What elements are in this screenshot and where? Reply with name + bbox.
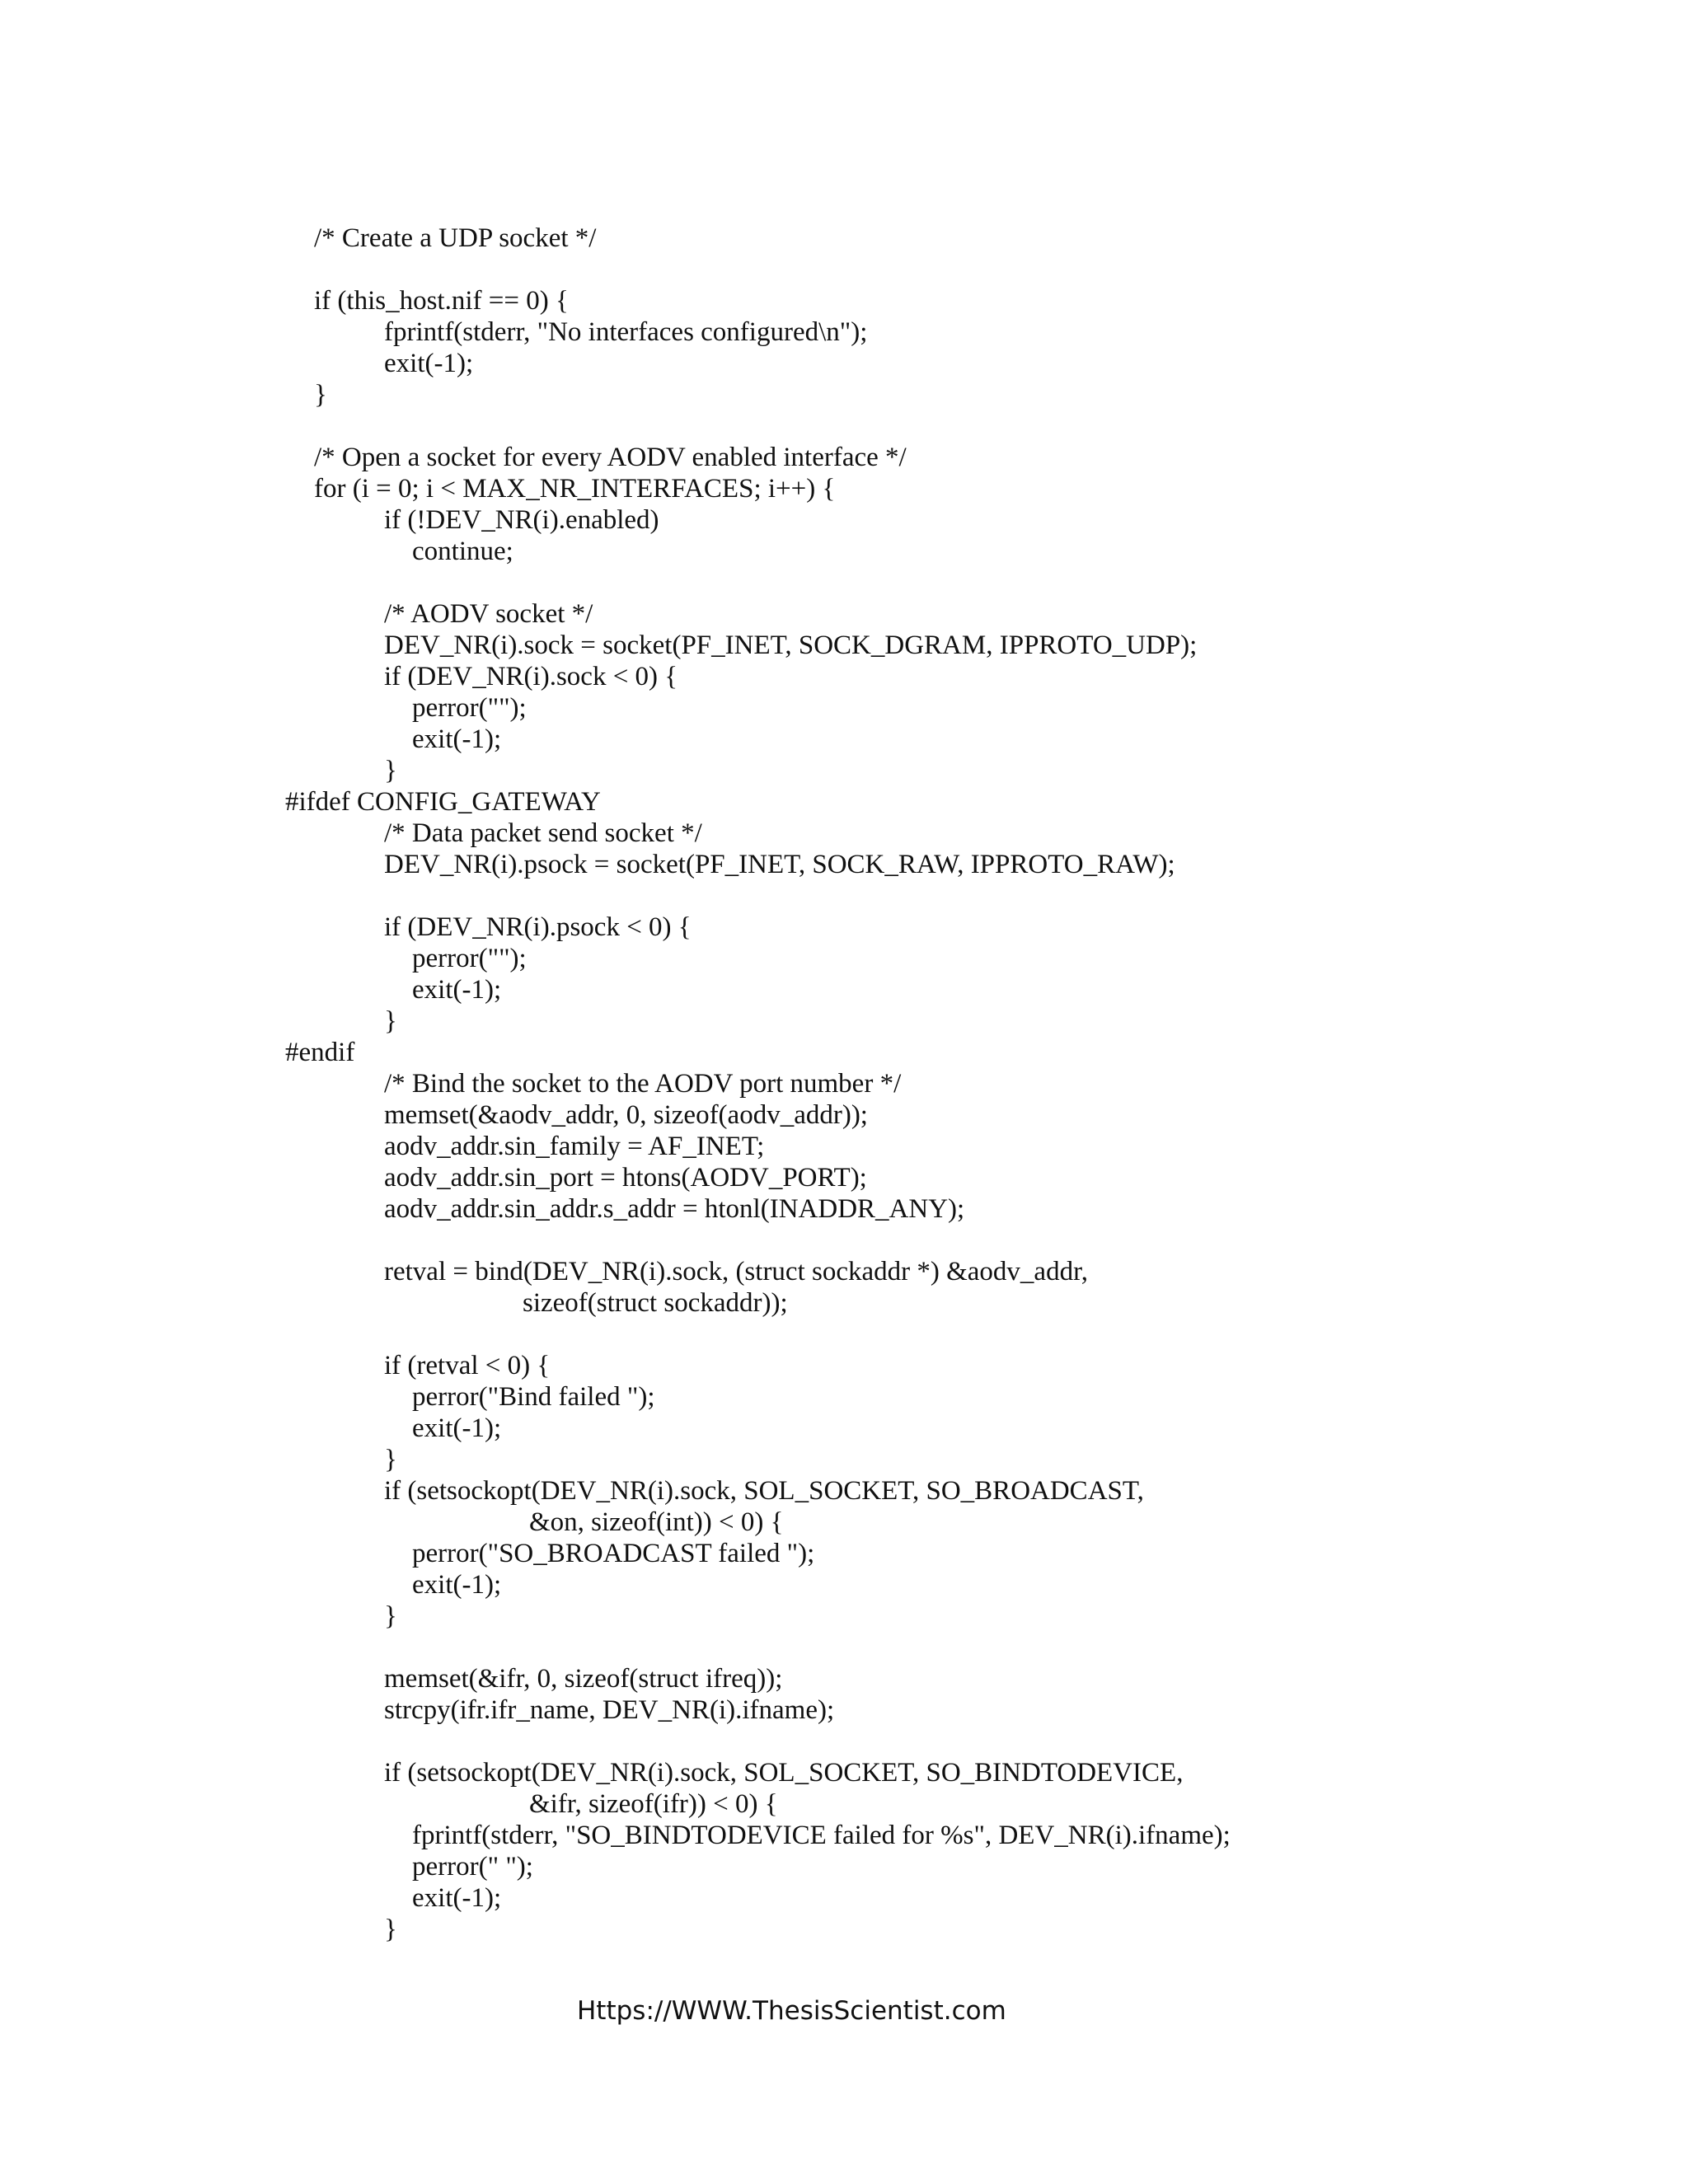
code-line: #endif: [285, 1038, 355, 1067]
code-line: }: [384, 1601, 397, 1631]
code-line: for (i = 0; i < MAX_NR_INTERFACES; i++) {: [314, 474, 836, 504]
code-line: memset(&ifr, 0, sizeof(struct ifreq));: [384, 1664, 783, 1694]
code-line: aodv_addr.sin_addr.s_addr = htonl(INADDR_ANY);: [384, 1194, 965, 1224]
code-line: }: [314, 380, 327, 410]
code-line: exit(-1);: [412, 975, 502, 1005]
code-line: perror(" ");: [412, 1852, 533, 1882]
code-line: exit(-1);: [384, 349, 474, 378]
code-line: if (DEV_NR(i).psock < 0) {: [384, 912, 692, 942]
code-line: aodv_addr.sin_port = htons(AODV_PORT);: [384, 1163, 867, 1193]
code-line: }: [384, 1915, 397, 1944]
code-line: if (DEV_NR(i).sock < 0) {: [384, 662, 678, 691]
footer-url: Https://WWW.ThesisScientist.com: [577, 1996, 1006, 2026]
code-line: strcpy(ifr.ifr_name, DEV_NR(i).ifname);: [384, 1695, 835, 1725]
code-line: }: [384, 1006, 397, 1036]
code-line: perror("");: [412, 944, 527, 973]
code-line: #ifdef CONFIG_GATEWAY: [285, 787, 601, 817]
code-line: /* Bind the socket to the AODV port number */: [384, 1069, 902, 1099]
code-line: perror("");: [412, 693, 527, 723]
code-line: perror("SO_BROADCAST failed ");: [412, 1539, 815, 1568]
code-line: if (!DEV_NR(i).enabled): [384, 505, 659, 535]
code-line: }: [384, 1445, 397, 1474]
code-line: perror("Bind failed ");: [412, 1382, 655, 1412]
code-line: DEV_NR(i).sock = socket(PF_INET, SOCK_DGRAM, IPPROTO_UDP);: [384, 630, 1198, 660]
code-line: if (setsockopt(DEV_NR(i).sock, SOL_SOCKET, SO_BROADCAST,: [384, 1476, 1144, 1506]
code-line: fprintf(stderr, "No interfaces configured\n");: [384, 317, 868, 347]
code-line: DEV_NR(i).psock = socket(PF_INET, SOCK_RAW, IPPROTO_RAW);: [384, 850, 1175, 879]
code-line: exit(-1);: [412, 1413, 502, 1443]
code-line: exit(-1);: [412, 724, 502, 754]
code-line: retval = bind(DEV_NR(i).sock, (struct sockaddr *) &aodv_addr,: [384, 1257, 1088, 1286]
code-line: if (this_host.nif == 0) {: [314, 286, 569, 316]
code-line: /* Open a socket for every AODV enabled interface */: [314, 443, 907, 472]
code-line: memset(&aodv_addr, 0, sizeof(aodv_addr));: [384, 1100, 868, 1130]
code-line: &ifr, sizeof(ifr)) < 0) {: [529, 1789, 778, 1819]
code-line: exit(-1);: [412, 1883, 502, 1913]
code-line: &on, sizeof(int)) < 0) {: [529, 1507, 784, 1537]
code-line: }: [384, 756, 397, 785]
code-line: /* Create a UDP socket */: [314, 223, 597, 253]
code-line: if (retval < 0) {: [384, 1351, 551, 1380]
code-line: exit(-1);: [412, 1570, 502, 1600]
code-line: aodv_addr.sin_family = AF_INET;: [384, 1132, 765, 1161]
code-line: sizeof(struct sockaddr));: [523, 1288, 788, 1318]
code-line: continue;: [412, 537, 513, 566]
code-line: /* Data packet send socket */: [384, 818, 702, 848]
code-line: /* AODV socket */: [384, 599, 593, 629]
code-line: fprintf(stderr, "SO_BINDTODEVICE failed for %s", DEV_NR(i).ifname);: [412, 1821, 1231, 1850]
code-line: if (setsockopt(DEV_NR(i).sock, SOL_SOCKET, SO_BINDTODEVICE,: [384, 1758, 1184, 1788]
